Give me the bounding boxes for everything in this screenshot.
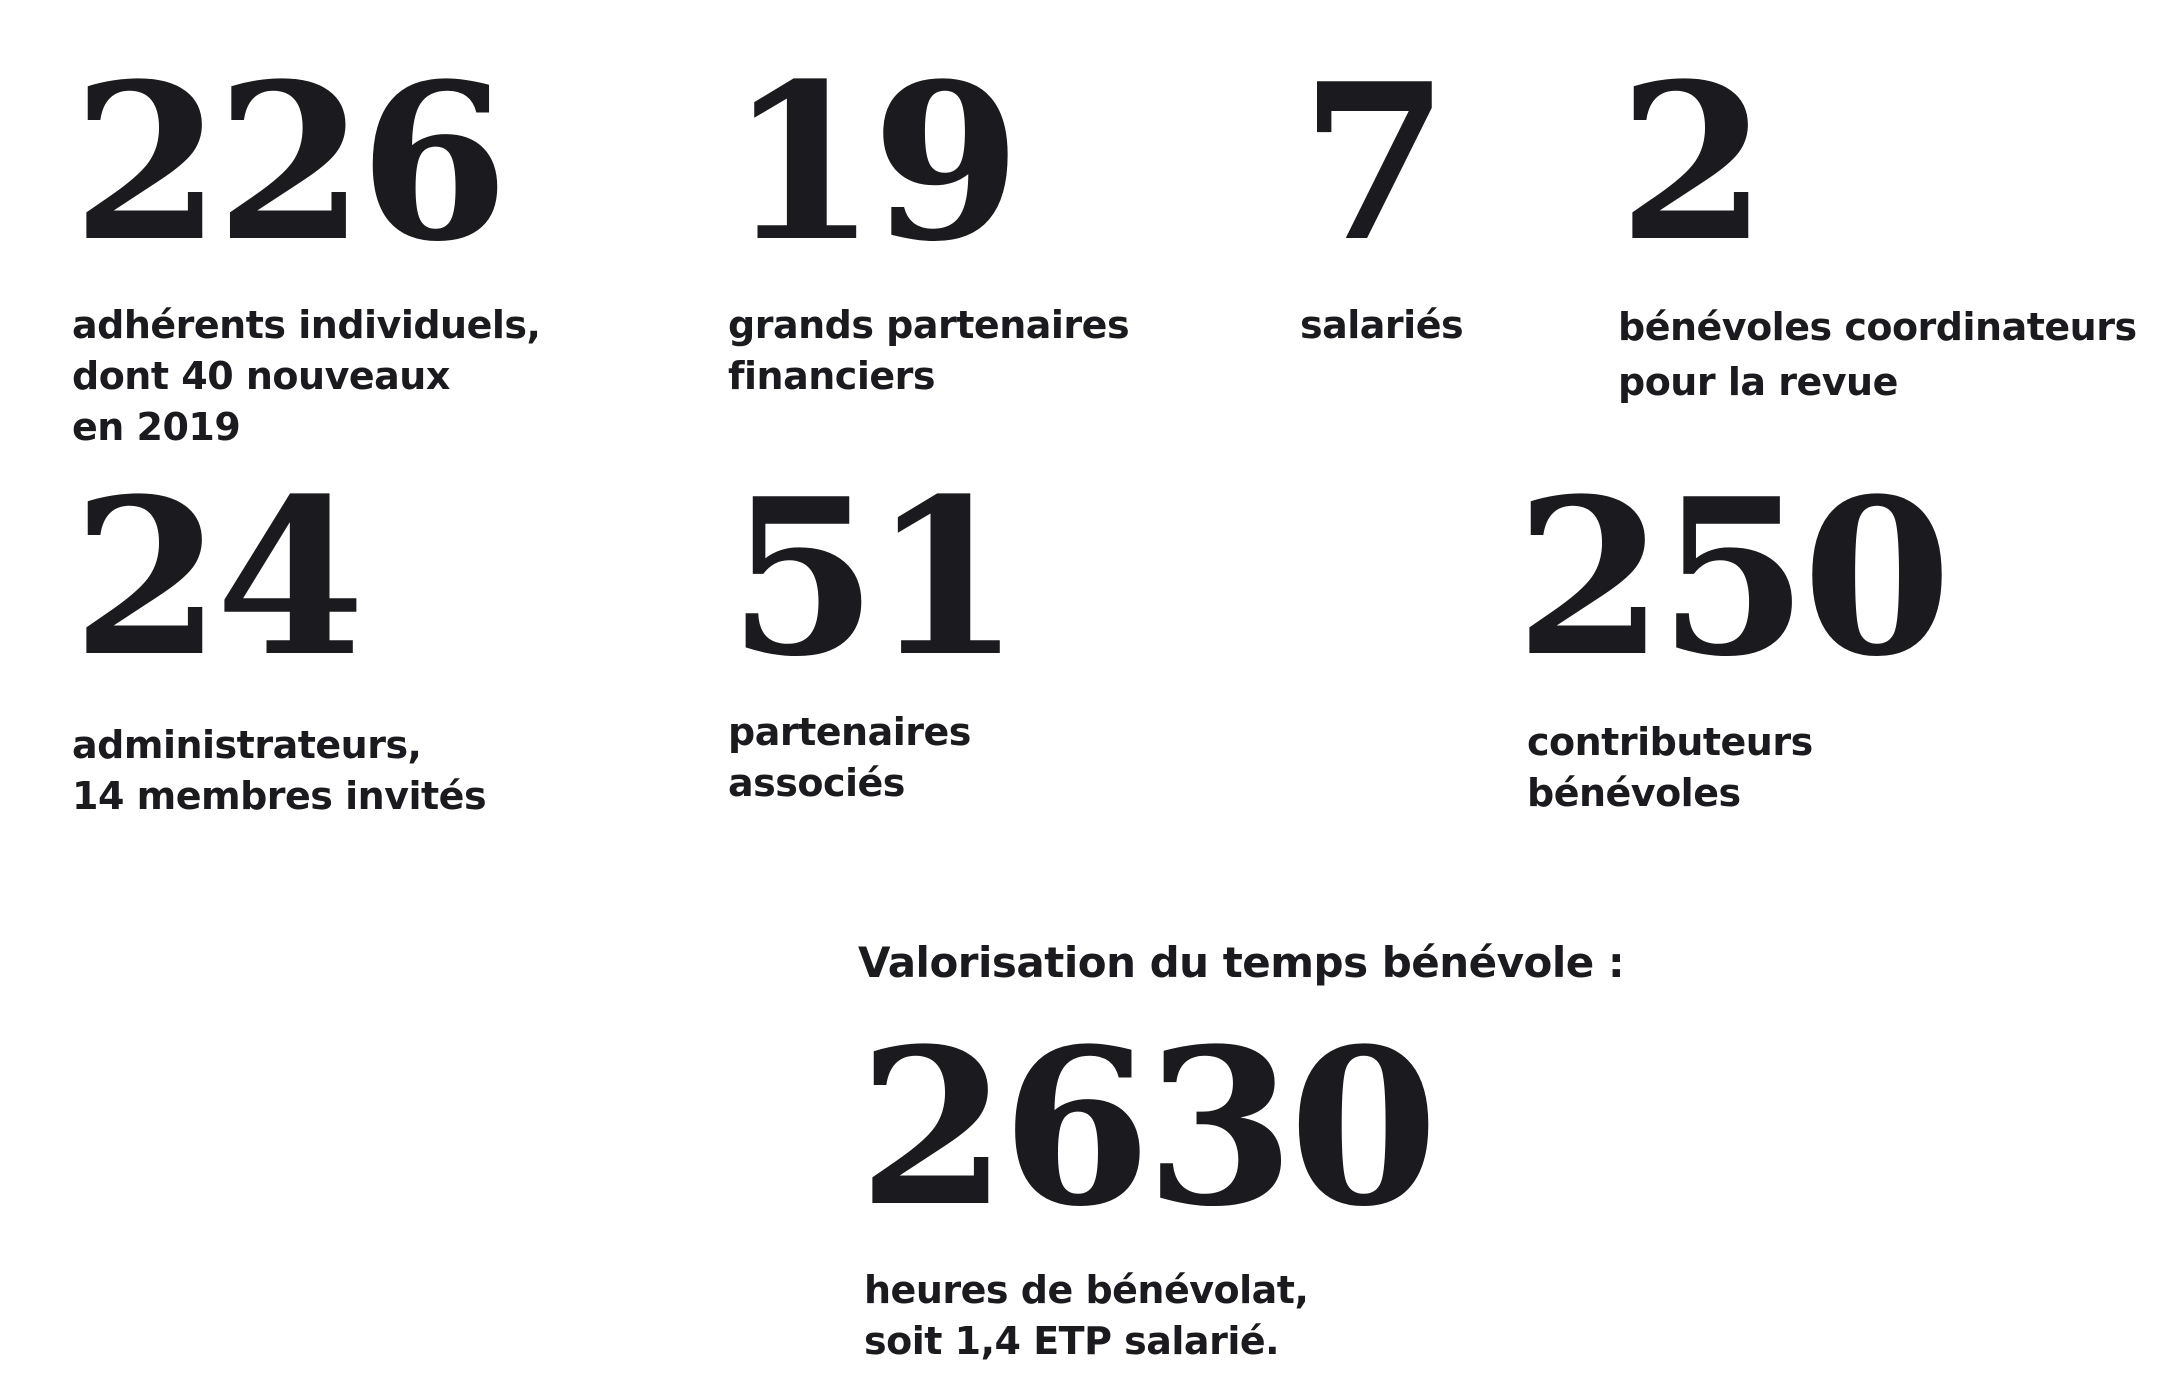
stat-label: partenaires associés <box>728 710 971 805</box>
stat-partenaires-associes <box>728 451 1016 809</box>
stat-administrateurs <box>72 451 487 822</box>
valorisation-heading: Valorisation du temps bénévole : <box>858 938 1625 987</box>
stat-label: bénévoles coordinateurs pour la revue <box>1618 305 2137 404</box>
stat-number: 2630 <box>858 1001 1433 1254</box>
stat-contributeurs <box>1515 451 1946 819</box>
stat-label: adhérents individuels, dont 40 nouveaux en 2019 <box>72 303 541 449</box>
stat-label: grands partenaires financiers <box>728 303 1130 398</box>
stat-number: 226 <box>72 36 503 289</box>
stat-salaries <box>1300 36 1464 351</box>
stat-number: 250 <box>1515 451 1946 704</box>
stat-number: 24 <box>72 451 360 704</box>
stat-number: 51 <box>728 451 1016 704</box>
stat-benevoles-coordinateurs <box>1618 36 2137 410</box>
stat-grands-partenaires <box>728 36 1130 402</box>
stat-label: salariés <box>1300 303 1464 347</box>
stat-label: heures de bénévolat, soit 1,4 ETP salarié. <box>864 1268 1309 1363</box>
stat-heures-benevolat <box>858 1001 1433 1367</box>
stat-label: contributeurs bénévoles <box>1527 720 1813 815</box>
stat-number: 2 <box>1618 36 1762 289</box>
stat-adherents <box>72 36 541 453</box>
stat-label: administrateurs, 14 membres invités <box>72 723 487 818</box>
stat-number: 19 <box>728 36 1016 289</box>
stat-number: 7 <box>1300 36 1444 289</box>
